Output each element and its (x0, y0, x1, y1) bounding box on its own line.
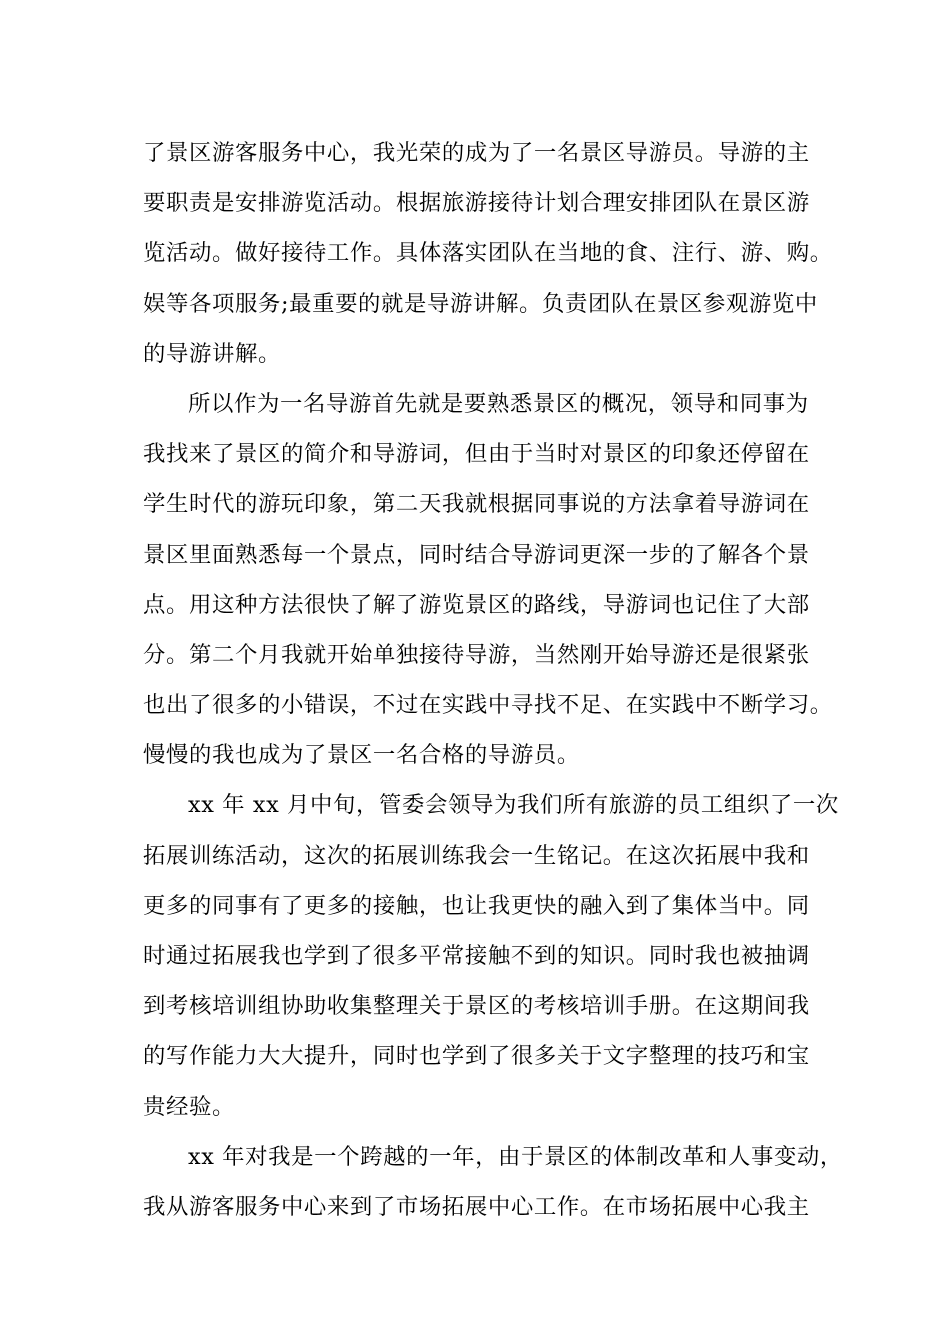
text-line: 时通过拓展我也学到了很多平常接触不到的知识。同时我也被抽调 (143, 943, 810, 969)
text-line: 的导游讲解。 (143, 340, 281, 367)
body-text (143, 128, 843, 1232)
text-line: 览活动。做好接待工作。具体落实团队在当地的食、注行、游、购。 (143, 240, 833, 267)
text-line: 学生时代的游玩印象，第二天我就根据同事说的方法拿着导游词在 (143, 491, 810, 518)
text-line: 点。用这种方法很快了解了游览景区的路线，导游词也记住了大部 (143, 591, 810, 618)
paragraph-first-line: xx 年 xx 月中旬，管委会领导为我们所有旅游的员工组织了一次 (188, 792, 839, 819)
text-line: 娱等各项服务;最重要的就是导游讲解。负责团队在景区参观游览中 (143, 290, 818, 317)
text-line: 拓展训练活动，这次的拓展训练我会一生铭记。在这次拓展中我和 (143, 842, 810, 869)
text-line: 要职责是安排游览活动。根据旅游接待计划合理安排团队在景区游 (143, 190, 810, 217)
text-line: 景区里面熟悉每一个景点，同时结合导游词更深一步的了解各个景 (143, 541, 810, 568)
text-line: 了景区游客服务中心，我光荣的成为了一名景区导游员。导游的主 (143, 140, 810, 166)
text-line: 慢慢的我也成为了景区一名合格的导游员。 (143, 742, 580, 769)
paragraph-first-line: xx 年对我是一个跨越的一年，由于景区的体制改革和人事变动， (188, 1143, 843, 1170)
text-line: 的写作能力大大提升，同时也学到了很多关于文字整理的技巧和宝 (143, 1043, 810, 1070)
text-line: 分。第二个月我就开始单独接待导游，当然刚开始导游还是很紧张 (143, 641, 810, 668)
paragraph-first-line: 所以作为一名导游首先就是要熟悉景区的概况，领导和同事为 (188, 390, 809, 417)
text-line: 我从游客服务中心来到了市场拓展中心工作。在市场拓展中心我主 (143, 1193, 810, 1220)
text-line: 贵经验。 (143, 1093, 235, 1120)
text-line: 我找来了景区的简介和导游词，但由于当时对景区的印象还停留在 (143, 441, 810, 468)
text-line: 更多的同事有了更多的接触，也让我更快的融入到了集体当中。同 (143, 892, 810, 919)
text-line: 到考核培训组协助收集整理关于景区的考核培训手册。在这期间我 (143, 993, 810, 1020)
text-line: 也出了很多的小错误，不过在实践中寻找不足、在实践中不断学习。 (143, 692, 833, 719)
